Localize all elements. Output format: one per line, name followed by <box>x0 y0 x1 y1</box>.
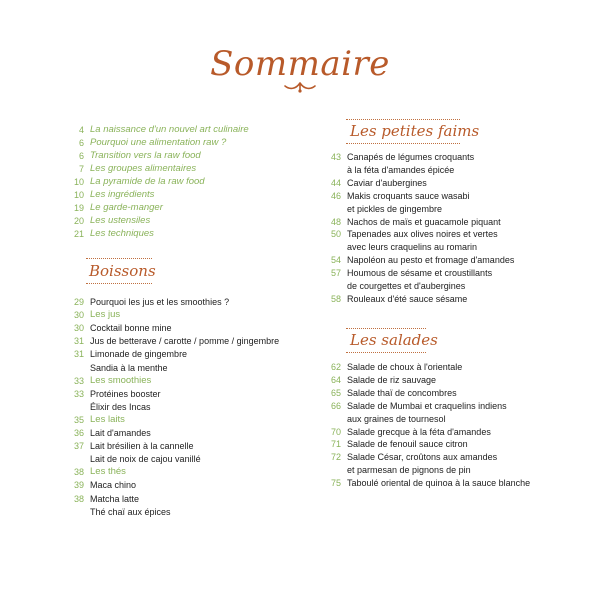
entry-label: Les thés <box>90 466 126 478</box>
petites-faims-divider-bottom <box>346 143 460 144</box>
page-number: 54 <box>330 255 341 266</box>
page-number: 62 <box>330 362 341 372</box>
page-number: 30 <box>73 310 84 321</box>
entry-label: Taboulé oriental de quinoa à la sauce blanche <box>347 478 531 489</box>
entry-label: aux graines de tournesol <box>347 413 446 424</box>
page-number: 4 <box>78 125 84 135</box>
entry-label: Jus de betterave / carotte / pomme / gingembre <box>90 336 280 347</box>
entry-label: Houmous de sésame et croustillants <box>347 268 493 279</box>
page-number: 64 <box>330 374 341 385</box>
entry-label: Salade de choux à l'orientale <box>347 362 463 372</box>
page-number: 31 <box>73 349 84 360</box>
entry-label: Protéines booster <box>90 388 161 399</box>
page-number: 19 <box>73 203 84 213</box>
section-title-boissons: Boissons <box>89 262 156 280</box>
page-number: 31 <box>73 336 84 347</box>
entry-label: Maca chino <box>90 480 137 491</box>
entry-label: Salade de Mumbai et craquelins indiens <box>347 400 507 411</box>
entry-label: Les jus <box>90 309 121 321</box>
entry-label: Limonade de gingembre <box>90 349 188 360</box>
entry-label: La pyramide de la raw food <box>90 176 205 187</box>
page-number: 33 <box>73 388 84 399</box>
page-number: 43 <box>330 152 341 162</box>
page-number: 50 <box>330 229 341 240</box>
page-number: 10 <box>73 177 84 187</box>
entry-label: Sandia à la menthe <box>90 362 168 373</box>
page-number: 65 <box>330 387 341 398</box>
page-number: 72 <box>330 452 341 463</box>
entry-label: Le garde-manger <box>90 202 163 213</box>
page-number: 38 <box>73 493 84 504</box>
entry-label: Cocktail bonne mine <box>90 323 172 334</box>
ornament-icon <box>282 80 318 94</box>
entry-label: Nachos de maïs et guacamole piquant <box>347 216 501 227</box>
entry-label: avec leurs craquelins au romarin <box>347 242 478 253</box>
entry-label: Salade de fenouil sauce citron <box>347 439 468 450</box>
page-number: 20 <box>73 216 84 226</box>
page-number: 29 <box>73 297 84 307</box>
entry-label: Les smoothies <box>90 374 152 386</box>
entry-label: et parmesan de pignons de pin <box>347 465 471 476</box>
page-number: 7 <box>78 164 84 174</box>
entry-label: La naissance d'un nouvel art culinaire <box>90 124 249 135</box>
entry-label: et pickles de gingembre <box>347 203 443 214</box>
entry-label: Pourquoi une alimentation raw ? <box>90 137 227 148</box>
entry-label: Lait de noix de cajou vanillé <box>90 454 201 465</box>
page-number: 30 <box>73 323 84 334</box>
entry-label: Les laits <box>90 413 125 425</box>
entry-label: Canapés de légumes croquants <box>347 152 475 162</box>
entry-label: Pourquoi les jus et les smoothies ? <box>90 297 230 307</box>
page-number: 70 <box>330 426 341 437</box>
entry-label: Tapenades aux olives noires et vertes <box>347 229 498 240</box>
petites-faims-divider-top <box>346 119 460 120</box>
salades-divider-bottom <box>346 352 426 353</box>
page-number: 75 <box>330 478 341 489</box>
entry-label: Salade thaï de concombres <box>347 387 457 398</box>
entry-label: Caviar d'aubergines <box>347 177 427 188</box>
page-number: 33 <box>73 375 84 386</box>
entry-label: de courgettes et d'aubergines <box>347 281 466 291</box>
entry-label: Lait d'amandes <box>90 428 151 438</box>
section-title-salades: Les salades <box>350 331 438 349</box>
boissons-divider-bottom <box>86 283 152 284</box>
entry-label: Salade de riz sauvage <box>347 374 437 385</box>
salades-divider-top <box>346 328 426 329</box>
entry-label: Les ustensiles <box>90 215 151 226</box>
entry-label: Lait brésilien à la cannelle <box>90 441 194 452</box>
entry-label: Matcha latte <box>90 493 140 504</box>
page-number: 10 <box>73 190 84 200</box>
entry-label: Rouleaux d'été sauce sésame <box>347 293 468 304</box>
page-number: 57 <box>330 268 341 279</box>
section-title-petites-faims: Les petites faims <box>350 122 480 140</box>
entry-label: Salade César, croûtons aux amandes <box>347 452 498 463</box>
page-number: 46 <box>330 190 341 201</box>
entry-label: Salade grecque à la féta d'amandes <box>347 426 491 437</box>
page-number: 6 <box>78 138 84 148</box>
entry-label: Les techniques <box>90 228 154 239</box>
page-number: 66 <box>330 400 341 411</box>
page-number: 58 <box>330 293 341 304</box>
page-title: Sommaire <box>210 44 390 84</box>
page-number: 71 <box>330 439 341 450</box>
entry-label: Thé chaï aux épices <box>90 506 171 517</box>
entry-label: Makis croquants sauce wasabi <box>347 190 470 201</box>
entry-label: Napoléon au pesto et fromage d'amandes <box>347 255 515 266</box>
entry-label: Transition vers la raw food <box>90 150 201 161</box>
page-number: 36 <box>73 428 84 438</box>
page-number: 38 <box>73 467 84 478</box>
page-number: 6 <box>78 151 84 161</box>
page-number: 21 <box>73 229 84 239</box>
entry-label: Élixir des Incas <box>90 401 151 412</box>
entry-label: Les groupes alimentaires <box>90 163 197 174</box>
page-number: 35 <box>73 414 84 425</box>
entry-label: à la féta d'amandes épicée <box>347 164 455 175</box>
entry-label: Les ingrédients <box>90 189 155 200</box>
boissons-divider-top <box>86 258 152 259</box>
page-number: 37 <box>73 441 84 452</box>
page-number: 48 <box>330 216 341 227</box>
page-number: 39 <box>73 480 84 491</box>
page-number: 44 <box>330 177 341 188</box>
